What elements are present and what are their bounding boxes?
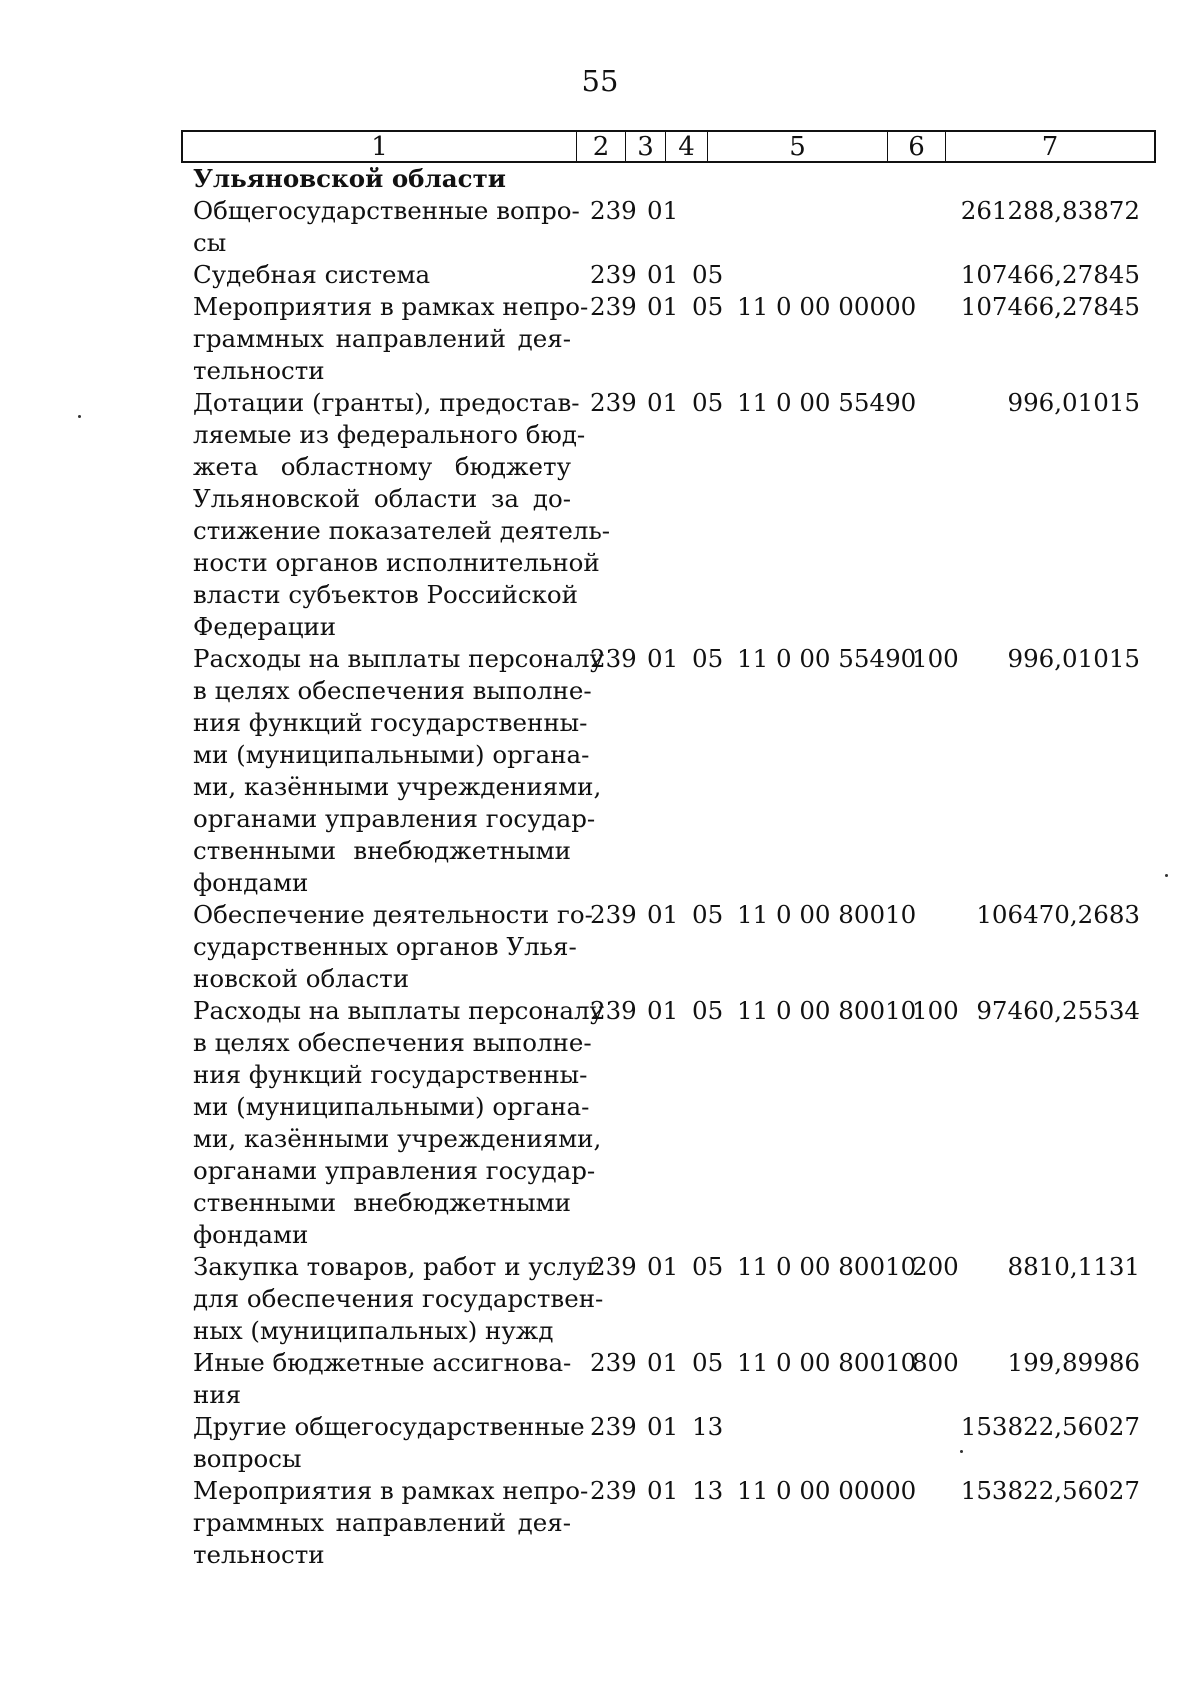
row-name-line: стижение показателей деятель- [193, 516, 611, 545]
cell-c2: 239 [590, 1348, 637, 1377]
row-name-line: ности органов исполнительной [193, 548, 600, 577]
cell-c3: 01 [647, 1252, 679, 1281]
row-name-line: Мероприятия в рамках непро- [193, 1476, 589, 1505]
cell-c3: 01 [647, 996, 679, 1025]
row-name-line: в целях обеспечения выполне- [193, 1028, 592, 1057]
table-row [0, 899, 1200, 995]
cell-c6: 800 [912, 1348, 959, 1377]
row-name-line: Мероприятия в рамках непро- [193, 292, 589, 321]
table-row [0, 1475, 1200, 1571]
cell-c2: 239 [590, 196, 637, 225]
cell-c4: 13 [692, 1412, 724, 1441]
row-name-line: органами управления государ- [193, 1156, 596, 1185]
row-name-line: ственными внебюджетными [193, 1188, 571, 1217]
row-name-line: Другие общегосударственные [193, 1412, 585, 1441]
cell-c5: 11 0 00 80010 [737, 1252, 917, 1281]
cell-c2: 239 [590, 260, 637, 289]
cell-c7: 153822,56027 [960, 1412, 1140, 1441]
cell-c5: 11 0 00 80010 [737, 996, 917, 1025]
cell-c3: 01 [647, 260, 679, 289]
cell-c4: 05 [692, 260, 724, 289]
table-row [0, 387, 1200, 643]
cell-c4: 05 [692, 644, 724, 673]
row-name-line: органами управления государ- [193, 804, 596, 833]
cell-c2: 239 [590, 1412, 637, 1441]
cell-c4: 05 [692, 1348, 724, 1377]
row-name-line: ми, казёнными учреждениями, [193, 1124, 602, 1153]
scan-speck [960, 1450, 963, 1453]
cell-c3: 01 [647, 900, 679, 929]
row-name [193, 995, 605, 1251]
row-name-line: Расходы на выплаты персоналу [193, 996, 605, 1025]
cell-c2: 239 [590, 996, 637, 1025]
cell-c2: 239 [590, 1252, 637, 1281]
header-col-1: 1 [183, 132, 577, 161]
header-col-6: 6 [888, 132, 946, 161]
table-row [0, 195, 1200, 259]
cell-c4: 05 [692, 388, 724, 417]
row-name-line: Расходы на выплаты персоналу [193, 644, 605, 673]
cell-c5: 11 0 00 55490 [737, 644, 917, 673]
row-name-line: Ульяновской области за до- [193, 484, 571, 513]
row-name-line: Закупка товаров, работ и услуг [193, 1252, 600, 1281]
table-row [0, 1251, 1200, 1347]
table-row [0, 259, 1200, 291]
cell-c7: 8810,1131 [1007, 1252, 1140, 1281]
row-name [193, 163, 571, 195]
cell-c5: 11 0 00 80010 [737, 900, 917, 929]
row-name-line: новской области [193, 964, 410, 993]
row-name-line: ляемые из федерального бюд- [193, 420, 586, 449]
row-name-line: в целях обеспечения выполне- [193, 676, 592, 705]
row-name-line: Федерации [193, 612, 337, 641]
cell-c7: 106470,2683 [976, 900, 1140, 929]
row-name-line: ственными внебюджетными [193, 836, 571, 865]
row-name-line: Ульяновской области [193, 164, 506, 193]
cell-c6: 100 [912, 644, 959, 673]
table-row [0, 1411, 1200, 1475]
row-name-line: вопросы [193, 1444, 302, 1473]
cell-c3: 01 [647, 388, 679, 417]
scan-speck [1165, 874, 1168, 877]
header-col-4: 4 [666, 132, 708, 161]
row-name-line: ния функций государственны- [193, 708, 588, 737]
cell-c2: 239 [590, 900, 637, 929]
cell-c6: 100 [912, 996, 959, 1025]
row-name-line: Обеспечение деятельности го- [193, 900, 593, 929]
row-name-line: фондами [193, 1220, 309, 1249]
row-name [193, 899, 593, 995]
header-col-7: 7 [1041, 132, 1059, 162]
row-name-line: ных (муниципальных) нужд [193, 1316, 554, 1345]
cell-c7: 97460,25534 [976, 996, 1140, 1025]
row-name-line: ми (муниципальными) органа- [193, 740, 590, 769]
cell-c7: 153822,56027 [960, 1476, 1140, 1505]
header-col-5: 5 [708, 132, 888, 161]
row-name-line: ми (муниципальными) органа- [193, 1092, 590, 1121]
table-row [0, 643, 1200, 899]
row-name-line: тельности [193, 1540, 325, 1569]
cell-c2: 239 [590, 1476, 637, 1505]
cell-c3: 01 [647, 1476, 679, 1505]
cell-c7: 199,89986 [1007, 1348, 1140, 1377]
row-name-line: жета областному бюджету [193, 452, 571, 481]
row-name-line: сударственных органов Улья- [193, 932, 577, 961]
cell-c5: 11 0 00 00000 [737, 292, 917, 321]
row-name-line: ния функций государственны- [193, 1060, 588, 1089]
cell-c2: 239 [590, 644, 637, 673]
row-name [193, 1347, 571, 1411]
cell-c5: 11 0 00 00000 [737, 1476, 917, 1505]
table-row [0, 995, 1200, 1251]
row-name-line: Иные бюджетные ассигнова- [193, 1348, 572, 1377]
cell-c7: 996,01015 [1007, 644, 1140, 673]
cell-c4: 05 [692, 900, 724, 929]
row-name-line: Судебная система [193, 260, 431, 289]
cell-c3: 01 [647, 644, 679, 673]
row-name [193, 643, 605, 899]
cell-c7: 107466,27845 [960, 260, 1140, 289]
cell-c4: 05 [692, 996, 724, 1025]
row-name-line: фондами [193, 868, 309, 897]
row-name [193, 1475, 589, 1571]
row-name [193, 1251, 604, 1347]
cell-c4: 05 [692, 1252, 724, 1281]
page-number: 55 [581, 64, 619, 98]
row-name-line: власти субъектов Российской [193, 580, 578, 609]
cell-c7: 107466,27845 [960, 292, 1140, 321]
cell-c3: 01 [647, 1412, 679, 1441]
row-name-line: граммных направлений дея- [193, 1508, 571, 1537]
cell-c7: 996,01015 [1007, 388, 1140, 417]
cell-c3: 01 [647, 292, 679, 321]
table-row [0, 1347, 1200, 1411]
row-name-line: Общегосударственные вопро- [193, 196, 580, 225]
table-header [181, 130, 1156, 163]
row-name-line: тельности [193, 356, 325, 385]
row-name [193, 291, 589, 387]
table-row [0, 163, 1200, 195]
cell-c5: 11 0 00 55490 [737, 388, 917, 417]
table-body [0, 163, 1200, 1571]
row-name [193, 259, 571, 291]
cell-c3: 01 [647, 196, 679, 225]
cell-c3: 01 [647, 1348, 679, 1377]
table-row [0, 291, 1200, 387]
header-col-2: 2 [577, 132, 626, 161]
row-name-line: ми, казёнными учреждениями, [193, 772, 602, 801]
scan-speck [78, 415, 81, 418]
row-name-line: для обеспечения государствен- [193, 1284, 604, 1313]
cell-c5: 11 0 00 80010 [737, 1348, 917, 1377]
cell-c7: 261288,83872 [960, 196, 1140, 225]
row-name [193, 195, 580, 259]
row-name [193, 387, 611, 643]
row-name-line: граммных направлений дея- [193, 324, 571, 353]
cell-c6: 200 [912, 1252, 959, 1281]
row-name [193, 1411, 585, 1475]
cell-c2: 239 [590, 292, 637, 321]
cell-c2: 239 [590, 388, 637, 417]
row-name-line: сы [193, 228, 227, 257]
cell-c4: 05 [692, 292, 724, 321]
row-name-line: ния [193, 1380, 242, 1409]
row-name-line: Дотации (гранты), предостав- [193, 388, 580, 417]
cell-c4: 13 [692, 1476, 724, 1505]
header-col-3: 3 [626, 132, 666, 161]
